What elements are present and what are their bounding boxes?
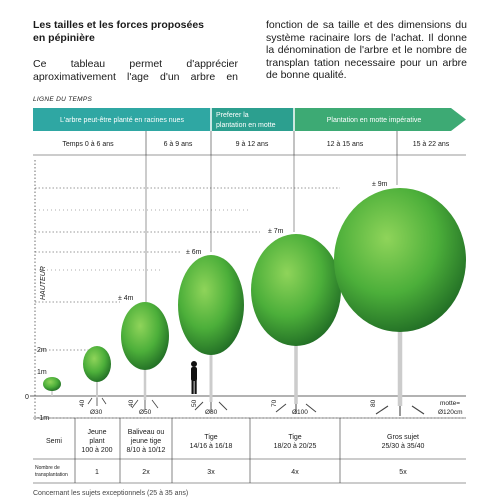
- diam-5: Ø120cm: [438, 409, 463, 416]
- diam-2: Ø50: [139, 409, 152, 416]
- tree-tige-2: [251, 234, 341, 414]
- tree-tige-1: [178, 255, 244, 412]
- timeline-label: LIGNE DU TEMPS: [33, 96, 93, 103]
- transplant-4: 4x: [291, 469, 299, 476]
- transplant-label-2: transplantation: [35, 472, 68, 478]
- title-line-2: en pépinière: [33, 32, 95, 44]
- cat-bal-3: 8/10 à 10/12: [126, 447, 166, 454]
- depth-4: 70: [271, 399, 278, 407]
- person-silhouette: [191, 361, 197, 394]
- age-1: Temps 0 à 6 ans: [62, 141, 114, 148]
- timeline-phases: [33, 108, 466, 131]
- phase-ball-required-text: Plantation en motte impérative: [326, 117, 422, 124]
- diam-1: Ø30: [90, 409, 103, 416]
- tree-semi: [43, 377, 61, 396]
- depth-1: 40: [79, 399, 86, 407]
- tree-young-plant: [83, 346, 111, 406]
- cat-bal-1: Baliveau ou: [127, 429, 165, 436]
- transplant-2: 2x: [142, 469, 150, 476]
- cat-bal-2: jeune tige: [130, 438, 162, 445]
- age-2: 6 à 9 ans: [163, 141, 193, 148]
- phase-prefer-ball-line2: plantation en motte: [216, 122, 276, 129]
- cat-tige2-2: 18/20 à 20/25: [273, 443, 317, 450]
- cat-tige2-1: Tige: [288, 434, 302, 441]
- phase-prefer-ball-line1: Preferer la: [216, 112, 249, 119]
- cat-young-2: plant: [89, 438, 105, 445]
- cat-big-1: Gros sujet: [387, 434, 419, 441]
- cat-young-1: Jeune: [87, 429, 107, 436]
- transplant-3: 3x: [207, 469, 215, 476]
- cat-big-2: 25/30 à 35/40: [381, 443, 425, 450]
- transplant-label-1: Nombre de: [35, 465, 60, 471]
- intro-line-2: aproximativement l'age d'un arbre en: [33, 70, 238, 83]
- depth-5: 80: [370, 399, 377, 407]
- transplant-1: 1: [95, 469, 99, 476]
- intro-text-right: fonction de sa taille et des dimensions du système racinaire lors de l'achat. Il donne la dénomination de l'arbre et le nombre de transplan tation necessaire pour un arbre de bonne qualité.: [266, 19, 467, 81]
- axis-label: HAUTEUR: [40, 266, 47, 300]
- cat-tige1-2: 14/16 à 16/18: [189, 443, 233, 450]
- cat-tige1-1: Tige: [204, 434, 218, 441]
- tick-minus-1m: -1m: [37, 415, 50, 422]
- height-mark-9m: ± 9m: [372, 181, 388, 188]
- tree-baliveau: [121, 302, 169, 410]
- depth-3: 50: [191, 399, 198, 407]
- category-table: [33, 418, 466, 483]
- footer-note: Concernant les sujets exceptionnels (25 à 35 ans): [33, 490, 189, 497]
- cat-young-3: 100 à 200: [81, 447, 113, 454]
- height-mark-4m: ± 4m: [118, 295, 134, 302]
- diam-3: Ø80: [205, 409, 218, 416]
- height-mark-7m: ± 7m: [268, 228, 284, 235]
- age-row: [33, 131, 466, 155]
- tick-1m: 1m: [37, 369, 47, 376]
- tick-0: 0: [25, 394, 29, 401]
- title-line-1: Les tailles et les forces proposées: [33, 19, 204, 31]
- depth-2: 40: [128, 399, 135, 407]
- transplant-5: 5x: [399, 469, 407, 476]
- age-5: 15 à 22 ans: [412, 141, 450, 148]
- tick-2m: 2m: [37, 347, 47, 354]
- age-3: 9 à 12 ans: [235, 141, 269, 148]
- cat-semi: Semi: [46, 438, 62, 445]
- intro-line-1: Ce tableau permet d'apprécier: [33, 58, 238, 70]
- tree-big: [334, 188, 466, 416]
- diam-4: Ø100: [292, 409, 308, 416]
- ball-label: motte=: [440, 400, 461, 407]
- age-4: 12 à 15 ans: [326, 141, 364, 148]
- height-mark-6m: ± 6m: [186, 249, 202, 256]
- phase-bare-root-text: L'arbre peut-être planté en racines nues: [60, 117, 184, 124]
